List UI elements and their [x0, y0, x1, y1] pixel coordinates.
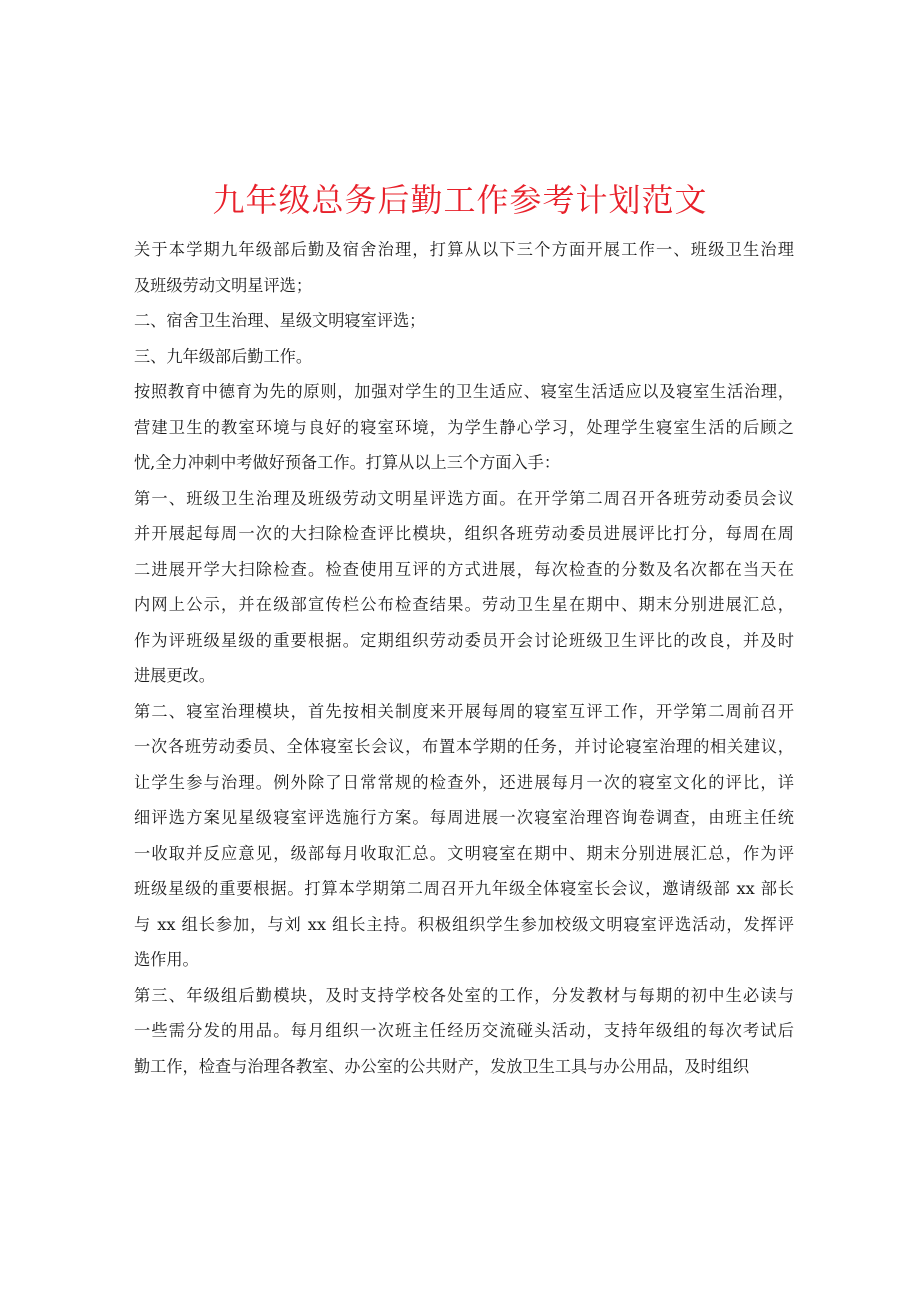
- paragraph: [134, 374, 794, 481]
- paragraph-line: 班级星级的重要根据。打算本学期第二周召开九年级全体寝室长会议，邀请级部 xx 部长: [134, 879, 794, 898]
- paragraph-line: 并开展起每周一次的大扫除检查评比模块，组织各班劳动委员进展评比打分，每周在周: [134, 524, 794, 543]
- paragraph-line: 作为评班级星级的重要根据。定期组织劳动委员开会讨论班级卫生评比的改良，并及时: [134, 630, 794, 650]
- paragraph: [134, 694, 794, 978]
- paragraph: [134, 481, 794, 694]
- paragraph-line: 关于本学期九年级部后勤及宿舍治理，打算从以下三个方面开展工作一、班级卫生治理: [134, 240, 794, 259]
- paragraph: [134, 232, 794, 303]
- paragraph-line: 与 xx 组长参加，与刘 xx 组长主持。积极组织学生参加校级文明寝室评选活动，发挥评: [134, 914, 794, 934]
- paragraph-line: 第一、班级卫生治理及班级劳动文明星评选方面。在开学第二周召开各班劳动委员会议: [134, 488, 794, 508]
- paragraph-line: 及班级劳动文明星评选；: [134, 275, 313, 295]
- paragraph-line: 忧,全力冲刺中考做好预备工作。打算从以上三个方面入手：: [134, 453, 561, 472]
- paragraph-line: 让学生参与治理。例外除了日常常规的检查外，还进展每月一次的寝室文化的评比，详: [134, 772, 794, 792]
- paragraph-line: 进展更改。: [134, 666, 215, 685]
- document-title: 九年级总务后勤工作参考计划范文: [212, 181, 708, 219]
- paragraph-line: 二、宿舍卫生治理、星级文明寝室评选；: [134, 311, 426, 330]
- paragraph-line: 第三、年级组后勤模块，及时支持学校各处室的工作，分发教材与每期的初中生必读与: [134, 985, 794, 1005]
- paragraph: [134, 303, 794, 339]
- paragraph-line: 营建卫生的教室环境与良好的寝室环境，为学生静心学习，处理学生寝室生活的后顾之: [134, 417, 794, 437]
- document-body: [134, 232, 794, 1084]
- paragraph-line: 第二、寝室治理模块，首先按相关制度来开展每周的寝室互评工作，开学第二周前召开: [134, 701, 794, 721]
- paragraph: [134, 339, 794, 375]
- paragraph-line: 勤工作，检查与治理各教室、办公室的公共财产，发放卫生工具与办公用品，及时组织: [134, 1056, 750, 1076]
- paragraph-line: 内网上公示，并在级部宣传栏公布检查结果。劳动卫生星在期中、期末分别进展汇总，: [134, 595, 794, 614]
- paragraph-line: 细评选方案见星级寝室评选施行方案。每周进展一次寝室治理咨询卷调查，由班主任统: [134, 808, 794, 827]
- paragraph-line: 三、九年级部后勤工作。: [134, 346, 313, 366]
- paragraph-line: 一次各班劳动委员、全体寝室长会议，布置本学期的任务，并讨论寝室治理的相关建议，: [134, 737, 794, 756]
- paragraph-line: 一收取并反应意见，级部每月收取汇总。文明寝室在期中、期末分别进展汇总，作为评: [134, 843, 794, 863]
- paragraph-line: 按照教育中德育为先的原则，加强对学生的卫生适应、寝室生活适应以及寝室生活治理，: [134, 382, 794, 401]
- paragraph-line: 选作用。: [134, 950, 199, 969]
- paragraph-line: 一些需分发的用品。每月组织一次班主任经历交流碰头活动，支持年级组的每次考试后: [134, 1021, 794, 1040]
- paragraph-line: 二进展开学大扫除检查。检查使用互评的方式进展，每次检查的分数及名次都在当天在: [134, 559, 794, 579]
- paragraph: [134, 978, 794, 1085]
